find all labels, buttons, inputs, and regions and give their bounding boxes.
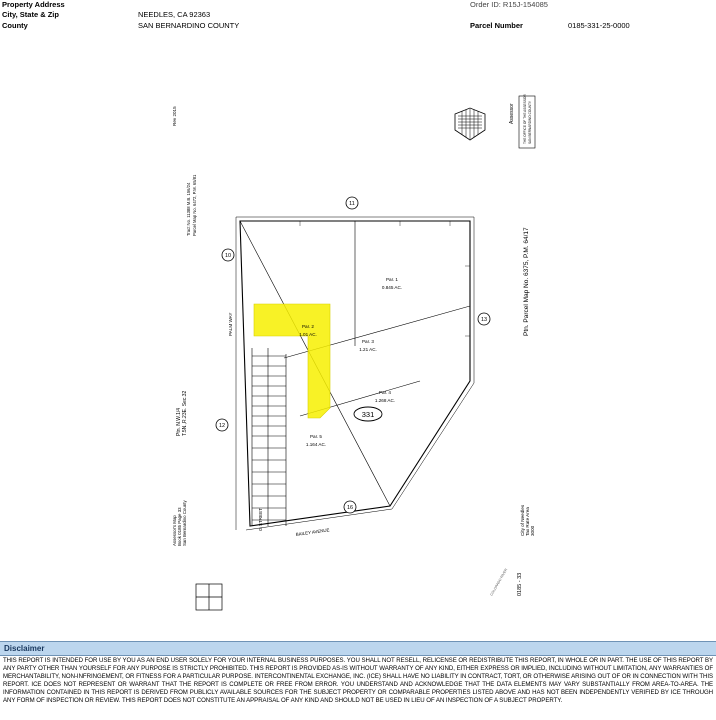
assessor-map [0, 36, 716, 626]
boundary-index-markers [216, 197, 490, 513]
map-section-label-1: Ptn. N.W.1/4 [176, 407, 182, 436]
property-address-label: Property Address [2, 0, 65, 9]
map-margin-note: COLORADO RIVER [489, 567, 509, 597]
map-city-block-2: Tax Rate Area [525, 507, 530, 536]
street-label-g-street: G STREET [258, 508, 263, 531]
boundary-marker-12: 12 [218, 423, 226, 429]
parcel-2-area: 1.01 AC. [299, 332, 317, 337]
city-state-zip-value: NEEDLES, CA 92363 [138, 10, 211, 19]
map-left-title-2: Parcel Map No. 6472, P.M. 65/81 [192, 174, 197, 236]
assessor-stamp-box [519, 94, 535, 148]
assessor-stamp-label: Assessor [509, 103, 515, 124]
boundary-marker-16: 16 [346, 505, 354, 511]
parcel-5-id: Par. 5 [309, 434, 323, 439]
subject-parcel-highlight [254, 304, 330, 418]
parcel-3-area: 1.21 AC. [359, 347, 377, 352]
boundary-marker-11: 11 [349, 201, 355, 207]
map-sheet-code: 0185 - 33 [517, 572, 523, 596]
county-value: SAN BERNARDINO COUNTY [138, 21, 240, 30]
map-city-block-3: 3000 [530, 525, 535, 536]
lot-lines [240, 221, 470, 526]
boundary-marker-10: 10 [224, 253, 232, 259]
county-label: County [2, 21, 28, 30]
subject-parcel-callout [354, 407, 382, 421]
svg-text:THE OFFICE OF THE ASSESSOR: THE OFFICE OF THE ASSESSOR [523, 94, 527, 144]
boundary-marker-13: 13 [480, 317, 488, 323]
assessor-seal-icon [455, 108, 485, 140]
parcel-4-id: Par. 4 [378, 390, 392, 395]
order-id-label: Order ID: R15J-154085 [470, 0, 548, 9]
parcel-number-label: Parcel Number [470, 21, 523, 30]
parcel-4-area: 1.268 AC. [374, 398, 396, 403]
street-label-palm-way: PALM WAY [228, 312, 233, 336]
parcel-number-value: 0185-331-25-0000 [568, 21, 630, 30]
map-right-title: Ptn. Parcel Map No. 6375, P.M. 64/17 [523, 227, 530, 336]
header-divider [0, 34, 716, 35]
map-book-line-1: Assessor's Map [172, 515, 177, 546]
parcel-3-id: Par. 3 [361, 339, 375, 344]
street-label-bailey-avenue: BAILEY AVENUE [295, 527, 330, 537]
inset-parcel-box [196, 584, 222, 610]
city-state-zip-label: City, State & Zip [2, 10, 59, 19]
parcel-1-area: 0.845 AC. [381, 285, 403, 290]
map-rev-date: Rev 2015 [172, 106, 177, 126]
map-book-line-2: Book 0185 Page 33 [177, 507, 182, 546]
svg-text:SAN BERNARDINO COUNTY: SAN BERNARDINO COUNTY [528, 100, 532, 144]
map-left-title-1: Tract No. 11388 M.B. 156/24 [186, 182, 191, 236]
map-book-line-3: San Bernardino County [182, 500, 187, 546]
map-section-label-2: T.5N.,R.23E. Sec.32 [182, 390, 188, 436]
report-header [0, 0, 716, 34]
parcel-5-area: 1.164 AC. [305, 442, 327, 447]
disclaimer-header [0, 641, 716, 656]
parcel-2-id: Par. 2 [301, 324, 315, 329]
disclaimer-title: Disclaimer [4, 644, 45, 653]
map-city-block-1: City of Needles [520, 504, 525, 536]
parcel-1-id: Par. 1 [385, 277, 399, 282]
subject-parcel-number: 331 [361, 410, 375, 419]
disclaimer-text: THIS REPORT IS INTENDED FOR USE BY YOU AS AN END USER SOLELY FOR YOUR INTERNAL BUSINESS PURPOSES. YOU SHALL NOT RESELL, RELICENSE OR REDISTRIBUTE THIS REPORT, IN WHOLE OR IN PART. THE USE OF THIS REPORT BY ANY PARTY OTHER THAN YOURSELF FOR ANY PURPOSE IS STRICTLY PROHIBITED. THIS REPORT IS PROVIDED AS-IS WITHOUT WARRANTY OF ANY KIND, EITHER EXPRESS OR IMPLIED, INCLUDING WITHOUT LIMITATION, ANY WARRANTIES OF MERCHANTABILITY, NON-INFRINGEMENT, OR FITNESS FOR A PARTICULAR PURPOSE. INTERCONTINENTAL EXCHANGE, INC. (ICE) SHALL HAVE NO LIABILITY IN CONTRACT, TORT, OR OTHERWISE ARISING OUT OF OR IN CONNECTION WITH THIS REPORT. ICE DOES NOT REPRESENT OR WARRANT THAT THE REPORT IS COMPLETE OR FREE FROM ERROR. YOU UNDERSTAND AND ACKNOWLEDGE THAT THE DATA ELEMENTS MAY VARY SUBSTANTIALLY FROM AREA-TO-AREA. THE INFORMATION CONTAINED IN THIS REPORT IS DERIVED FROM PUBLICLY AVAILABLE SOURCES FOR THE SUBJECT PROPERTY OR COMPARABLE PROPERTIES LISTED ABOVE AND HAS NOT BEEN INDEPENDENTLY VERIFIED BY ICE THROUGH ANY FORM OF INSPECTION OR REVIEW. THIS REPORT DOES NOT CONSTITUTE AN APPRAISAL OF ANY KIND AND SHOULD NOT BE USED IN LIEU OF AN INSPECTION OF A SUBJECT PROPERTY. [3, 657, 713, 705]
